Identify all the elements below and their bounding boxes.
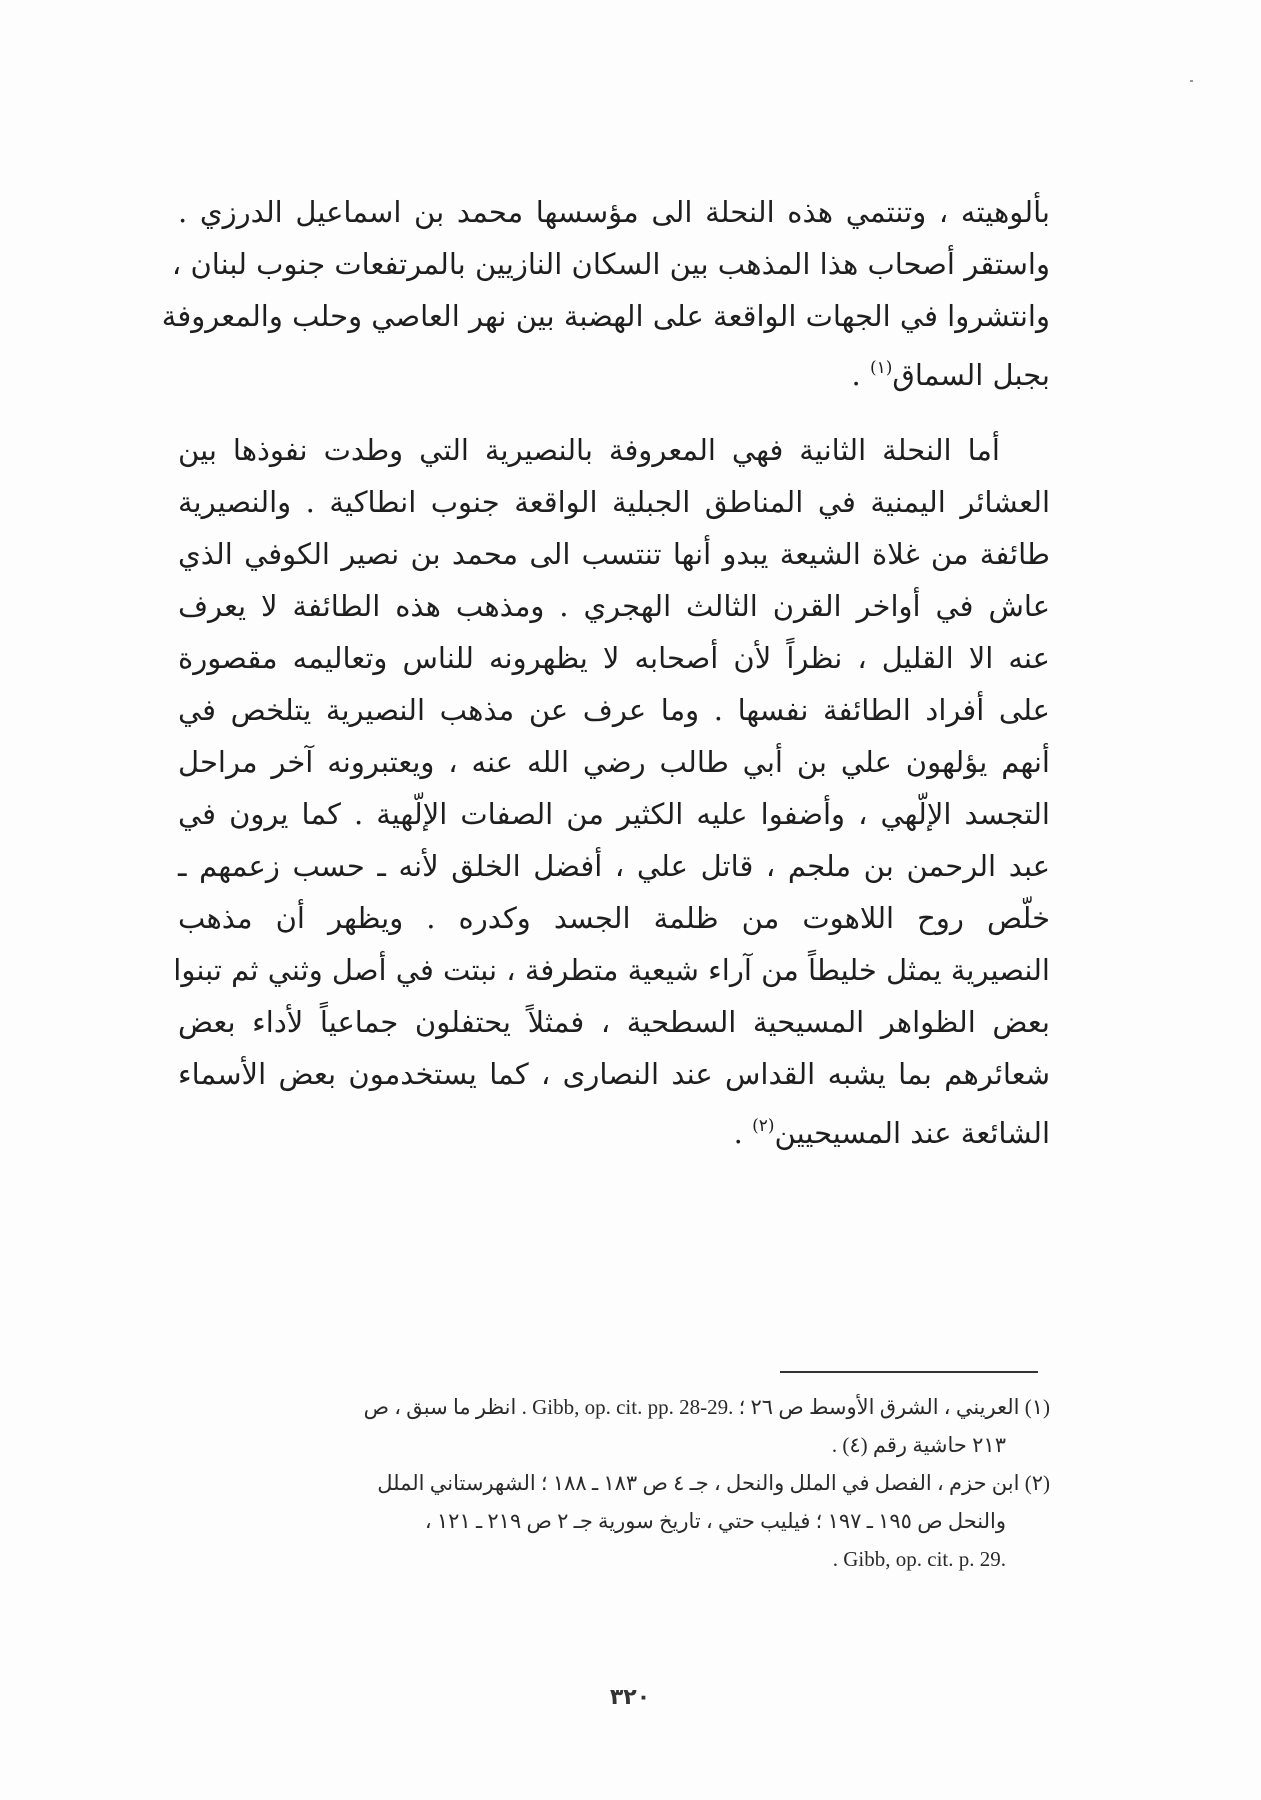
text-line: على أفراد الطائفة نفسها . وما عرف عن مذهب النصيرية يتلخص في [178, 693, 1050, 727]
text-line: طائفة من غلاة الشيعة يبدو أنها تنتسب الى محمد بن نصير الكوفي الذي [178, 537, 1050, 571]
text-fragment: الشائعة عند المسيحيين [774, 1116, 1050, 1150]
text-fragment: بجبل السماق [892, 358, 1050, 392]
footnote-ref-1[interactable]: (١) [869, 358, 893, 378]
footnote-latin: . Gibb, op. cit. p. 29. [832, 1547, 1006, 1571]
text-line: وانتشروا في الجهات الواقعة على الهضبة بين نهر العاصي وحلب والمعروفة [161, 299, 1050, 333]
footnotes [178, 1388, 1050, 1578]
end-punct: . [851, 358, 870, 392]
footnote-separator [780, 1371, 1038, 1373]
text-line: العشائر اليمنية في المناطق الجبلية الواقعة جنوب انطاكية . والنصيرية [178, 485, 1050, 519]
text-line: أنهم يؤلهون علي بن أبي طالب رضي الله عنه ، ويعتبرونه آخر مراحل [178, 745, 1050, 779]
text-line: خلّص روح اللاهوت من ظلمة الجسد وكدره . ويظهر أن مذهب [178, 901, 1050, 935]
paragraph-1 [161, 186, 1050, 394]
footnote-latin: Gibb, op. cit. pp. 28-29. [532, 1395, 734, 1419]
scan-speck [1190, 80, 1193, 82]
text-line: عنه الا القليل ، نظراً لأن أصحابه لا يظهرونه للناس وتعاليمه مقصورة [178, 641, 1050, 675]
footnote-1 [178, 1388, 1050, 1464]
footnote-line [178, 1540, 1050, 1578]
page-number: ٣٢٠ [609, 1685, 651, 1710]
footnote-text: ابن حزم ، الفصل في الملل والنحل ، جـ ٤ ص ١٨٣ ـ ١٨٨ ؛ الشهرستاني الملل [377, 1471, 1025, 1495]
footnote-text: العريني ، الشرق الأوسط ص ٢٦ ؛ [733, 1395, 1025, 1419]
text-line-last [178, 1100, 1050, 1152]
footnote-line [178, 1464, 1050, 1502]
footnote-number: (٢) [1024, 1471, 1050, 1495]
end-punct: . [733, 1116, 753, 1150]
footnote-text: . انظر ما سبق ، ص [363, 1395, 533, 1419]
text-line: أما النحلة الثانية فهي المعروفة بالنصيرية التي وطدت نفوذها بين [178, 433, 1000, 467]
text-line: التجسد الإلّهي ، وأضفوا عليه الكثير من الصفات الإلّهية . كما يرون في [178, 797, 1050, 831]
footnote-ref-2[interactable]: (٢) [752, 1116, 775, 1136]
paragraph-2 [173, 424, 1050, 1152]
text-line-last [178, 342, 1050, 394]
text-line: النصيرية يمثل خليطاً من آراء شيعية متطرفة ، نبتت في أصل وثني ثم تبنوا [173, 953, 1050, 987]
text-line: عاش في أواخر القرن الثالث الهجري . ومذهب هذه الطائفة لا يعرف [178, 589, 1050, 623]
footnote-2 [178, 1464, 1050, 1578]
text-line: عبد الرحمن بن ملجم ، قاتل علي ، أفضل الخلق لأنه ـ حسب زعمهم ـ [178, 849, 1050, 883]
text-line: بألوهيته ، وتنتمي هذه النحلة الى مؤسسها محمد بن اسماعيل الدرزي . [178, 195, 1050, 229]
text-line: بعض الظواهر المسيحية السطحية ، فمثلاً يحتفلون جماعياً لأداء بعض [178, 1005, 1050, 1039]
text-line: واستقر أصحاب هذا المذهب بين السكان النازيين بالمرتفعات جنوب لبنان ، [171, 247, 1050, 281]
footnote-line: والنحل ص ١٩٥ ـ ١٩٧ ؛ فيليب حتي ، تاريخ سورية جـ ٢ ص ٢١٩ ـ ١٢١ ، [424, 1509, 1006, 1533]
footnote-line: ٢١٣ حاشية رقم (٤) . [831, 1433, 1006, 1457]
text-line: شعائرهم بما يشبه القداس عند النصارى ، كما يستخدمون بعض الأسماء [178, 1057, 1050, 1091]
footnote-number: (١) [1024, 1395, 1050, 1419]
footnote-line [178, 1388, 1050, 1426]
